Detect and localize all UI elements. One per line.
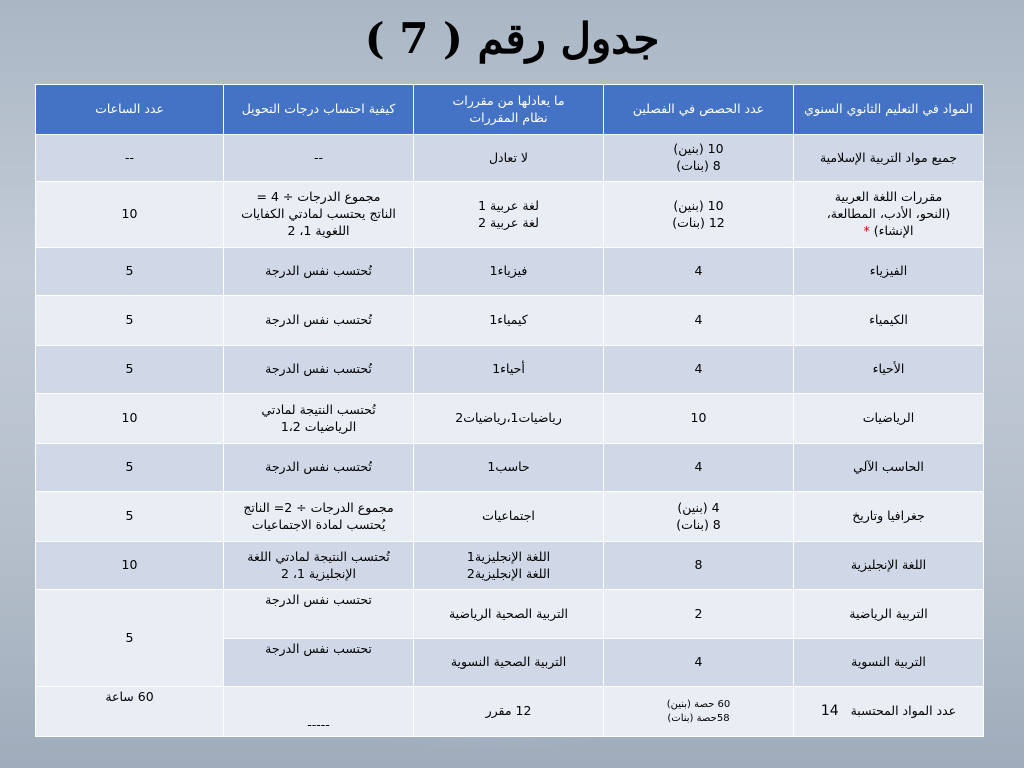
table-row [36, 346, 984, 394]
cell-periods-total-text: 60 حصة (بنين) 58حصة (بنات) [666, 699, 731, 724]
cell-calculation: تُحتسب نفس الدرجة [224, 296, 414, 346]
cell-calculation: تُحتسب نفس الدرجة [224, 248, 414, 296]
cell-periods: 4 [604, 639, 794, 687]
cell-subject: الرياضيات [794, 394, 984, 444]
cell-calculation: -- [224, 135, 414, 182]
header-grade-calculation: كيفية احتساب درجات التحويل [224, 85, 414, 135]
cell-equivalent [414, 182, 604, 248]
cell-periods [604, 182, 794, 248]
table-row [36, 492, 984, 542]
cell-periods: 4 [604, 248, 794, 296]
cell-periods: 2 [604, 590, 794, 639]
cell-equivalent: أحياء1 [414, 346, 604, 394]
cell-periods: 4 [604, 296, 794, 346]
table-row [36, 444, 984, 492]
cell-subject: اللغة الإنجليزية [794, 542, 984, 590]
cell-equivalent: حاسب1 [414, 444, 604, 492]
cell-calculation: تحتسب نفس الدرجة [224, 590, 414, 639]
cell-periods-text: 10 (بنين) 8 (بنات) [673, 141, 724, 173]
table-row [36, 135, 984, 182]
cell-equivalent: اجتماعيات [414, 492, 604, 542]
cell-periods: 10 [604, 394, 794, 444]
cell-calculation-text: مجموع الدرجات ÷ 4 = الناتج يحتسب لمادتي الكفايات اللغوية 1، 2 [241, 189, 396, 238]
table-row [36, 248, 984, 296]
cell-equivalent: رياضيات1،رياضيات2 [414, 394, 604, 444]
cell-equivalent: التربية الصحية النسوية [414, 639, 604, 687]
cell-calculation: تُحتسب نفس الدرجة [224, 346, 414, 394]
cell-subject: الحاسب الآلي [794, 444, 984, 492]
cell-equivalent: التربية الصحية الرياضية [414, 590, 604, 639]
header-periods: عدد الحصص في الفصلين [604, 85, 794, 135]
header-equivalent-courses [414, 85, 604, 135]
cell-subject-total [794, 687, 984, 737]
cell-subject [794, 182, 984, 248]
cell-subject: جغرافيا وتاريخ [794, 492, 984, 542]
cell-subject: الفيزياء [794, 248, 984, 296]
cell-hours: 5 [36, 444, 224, 492]
slide-title: جدول رقم ( 7 ) [364, 14, 660, 63]
cell-hours: 10 [36, 182, 224, 248]
table-header-row [36, 85, 984, 135]
cell-periods-total [604, 687, 794, 737]
table-row [36, 542, 984, 590]
cell-subject: جميع مواد التربية الإسلامية [794, 135, 984, 182]
table-row [36, 182, 984, 248]
cell-calculation: تُحتسب نفس الدرجة [224, 444, 414, 492]
cell-calculation [224, 492, 414, 542]
cell-periods: 4 [604, 346, 794, 394]
cell-calculation-text: مجموع الدرجات ÷ 2= الناتج يُحتسب لمادة الاجتماعيات [243, 499, 394, 532]
cell-hours: 5 [36, 346, 224, 394]
header-equivalent-text: ما يعادلها من مقررات نظام المقررات [452, 92, 565, 125]
header-subjects: المواد في التعليم الثانوي السنوي [794, 85, 984, 135]
cell-calculation [224, 394, 414, 444]
cell-subject-text: مقررات اللغة العربية (النحو، الأدب، المطالعة، الإنشاء) [826, 189, 951, 238]
table-row [36, 394, 984, 444]
cell-subject: الأحياء [794, 346, 984, 394]
cell-periods [604, 135, 794, 182]
cell-periods: 8 [604, 542, 794, 590]
cell-calculation [224, 182, 414, 248]
cell-periods [604, 492, 794, 542]
cell-hours: 5 [36, 296, 224, 346]
asterisk-mark: * [863, 222, 870, 238]
cell-subject: التربية الرياضية [794, 590, 984, 639]
cell-periods: 4 [604, 444, 794, 492]
cell-calculation-text: تُحتسب النتيجة لمادتي الرياضيات 1،2 [261, 401, 376, 434]
cell-equivalent-text: لغة عربية 1 لغة عربية 2 [478, 197, 539, 230]
cell-subject-total-count: 14 [820, 703, 839, 720]
cell-equivalent: لا تعادل [414, 135, 604, 182]
cell-subject: الكيمياء [794, 296, 984, 346]
cell-equivalent-text: اللغة الإنجليزية1 اللغة الإنجليزية2 [466, 548, 551, 581]
cell-equivalent-total: 12 مقرر [414, 687, 604, 737]
cell-hours: 5 [36, 492, 224, 542]
cell-calculation [224, 542, 414, 590]
cell-hours: 10 [36, 394, 224, 444]
cell-hours: 10 [36, 542, 224, 590]
cell-calculation-text: تُحتسب النتيجة لمادتي اللغة الإنجليزية 1، 2 [247, 548, 390, 581]
cell-subject: التربية النسوية [794, 639, 984, 687]
cell-periods-text: 4 (بنين) 8 (بنات) [676, 499, 721, 532]
conversion-table [35, 84, 984, 737]
cell-hours-total: 60 ساعة [36, 687, 224, 737]
table-row [36, 590, 984, 639]
cell-calculation: تحتسب نفس الدرجة [224, 639, 414, 687]
cell-equivalent: كيمياء1 [414, 296, 604, 346]
cell-hours-merged: 5 [36, 590, 224, 687]
cell-calculation-total: ----- [224, 687, 414, 737]
table-row-total [36, 687, 984, 737]
cell-hours: 5 [36, 248, 224, 296]
cell-hours: -- [36, 135, 224, 182]
cell-subject-total-label: عدد المواد المحتسبة [850, 703, 957, 719]
header-hours: عدد الساعات [36, 85, 224, 135]
cell-periods-text: 10 (بنين) 12 (بنات) [672, 197, 725, 230]
cell-equivalent [414, 542, 604, 590]
table-row [36, 296, 984, 346]
cell-equivalent: فيزياء1 [414, 248, 604, 296]
